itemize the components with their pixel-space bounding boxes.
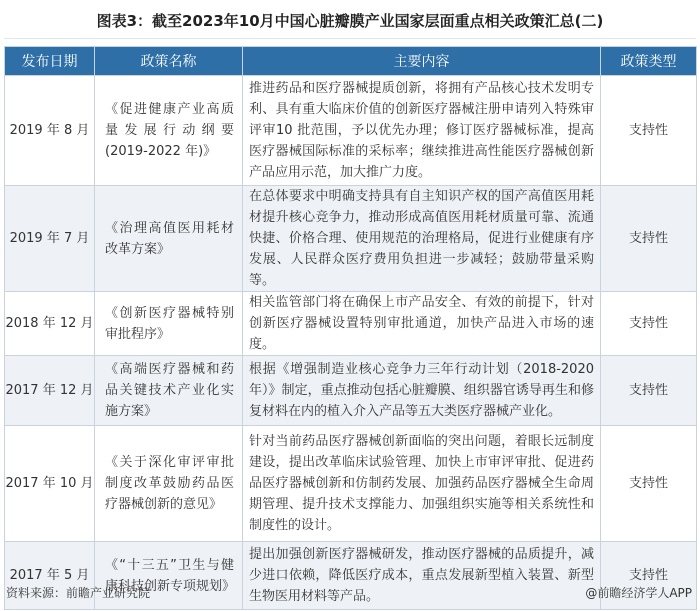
header-main-content: 主要内容 bbox=[243, 47, 601, 76]
table-row bbox=[5, 292, 697, 356]
table-row bbox=[5, 356, 697, 426]
row-date: 2017 年 12 月 bbox=[5, 356, 95, 426]
table-row bbox=[5, 186, 697, 292]
policy-table bbox=[4, 46, 697, 610]
row-policy-name: 《“十三五”卫生与健康科技创新专项规划》 bbox=[95, 542, 243, 610]
page-title: 图表3：截至2023年10月中国心脏瓣膜产业国家层面重点相关政策汇总(二) bbox=[96, 12, 604, 30]
header-policy-name: 政策名称 bbox=[95, 47, 243, 76]
header-date: 发布日期 bbox=[5, 47, 95, 76]
brand-watermark: @前瞻经济学人APP bbox=[585, 586, 692, 600]
table-row bbox=[5, 426, 697, 542]
row-policy-type: 支持性 bbox=[601, 542, 697, 610]
row-main-content: 针对当前药品医疗器械创新面临的突出问题，着眼长远制度建设，提出改革临床试验管理、加快上市审评审批、促进药品医疗器械创新和仿制药发展、加强药品医疗器械全生命周期管理、提升技术支撑能力、加强组织实施等相关系统性和制度性的设计。 bbox=[243, 426, 601, 542]
row-main-content: 相关监管部门将在确保上市产品安全、有效的前提下，针对创新医疗器械设置特别审批通道，加快产品进入市场的速度。 bbox=[243, 292, 601, 356]
row-main-content: 在总体要求中明确支持具有自主知识产权的国产高值医用耗材提升核心竞争力，推动形成高值医用耗材质量可靠、流通快捷、价格合理、使用规范的治理格局，促进行业健康有序发展、人民群众医疗费用负担进一步减轻；鼓励带量采购等。 bbox=[243, 186, 601, 292]
table-header-row bbox=[5, 47, 697, 76]
row-policy-type: 支持性 bbox=[601, 356, 697, 426]
header-policy-type: 政策类型 bbox=[601, 47, 697, 76]
row-policy-type: 支持性 bbox=[601, 426, 697, 542]
row-main-content: 根据《增强制造业核心竞争力三年行动计划（2018-2020 年）》制定，重点推动包括心脏瓣膜、组织器官诱导再生和修复材料在内的植入介入产品等五大类医疗器械产业化。 bbox=[243, 356, 601, 426]
table-row bbox=[5, 76, 697, 186]
row-policy-name: 《高端医疗器械和药品关键技术产业化实施方案》 bbox=[95, 356, 243, 426]
policy-table-container bbox=[4, 46, 696, 610]
row-policy-name: 《关于深化审评审批制度改革鼓励药品医疗器械创新的意见》 bbox=[95, 426, 243, 542]
row-date: 2019 年 8 月 bbox=[5, 76, 95, 186]
row-policy-type: 支持性 bbox=[601, 292, 697, 356]
row-policy-type: 支持性 bbox=[601, 76, 697, 186]
row-policy-name: 《创新医疗器械特别审批程序》 bbox=[95, 292, 243, 356]
row-policy-name: 《促进健康产业高质量发展行动纲要(2019-2022 年)》 bbox=[95, 76, 243, 186]
row-date: 2019 年 7 月 bbox=[5, 186, 95, 292]
row-date: 2018 年 12 月 bbox=[5, 292, 95, 356]
row-policy-name: 《治理高值医用耗材改革方案》 bbox=[95, 186, 243, 292]
row-main-content: 推进药品和医疗器械提质创新，将拥有产品核心技术发明专利、具有重大临床价值的创新医疗器械注册申请列入特殊审评审10 批范围，予以优先办理；修订医疗器械标准，提高医疗器械国际标准的采标率；继续推进高性能医疗器械创新产品应用示范，加大推广力度。 bbox=[243, 76, 601, 186]
row-date: 2017 年 10 月 bbox=[5, 426, 95, 542]
title-divider bbox=[4, 38, 696, 39]
source-note: 资料来源：前瞻产业研究院 bbox=[6, 586, 151, 600]
row-main-content: 提出加强创新医疗器械研发，推动医疗器械的品质提升，减少进口依赖，降低医疗成本，重点发展新型植入装置、新型生物医用材料等产品。 bbox=[243, 542, 601, 610]
row-date: 2017 年 5 月 bbox=[5, 542, 95, 610]
row-policy-type: 支持性 bbox=[601, 186, 697, 292]
